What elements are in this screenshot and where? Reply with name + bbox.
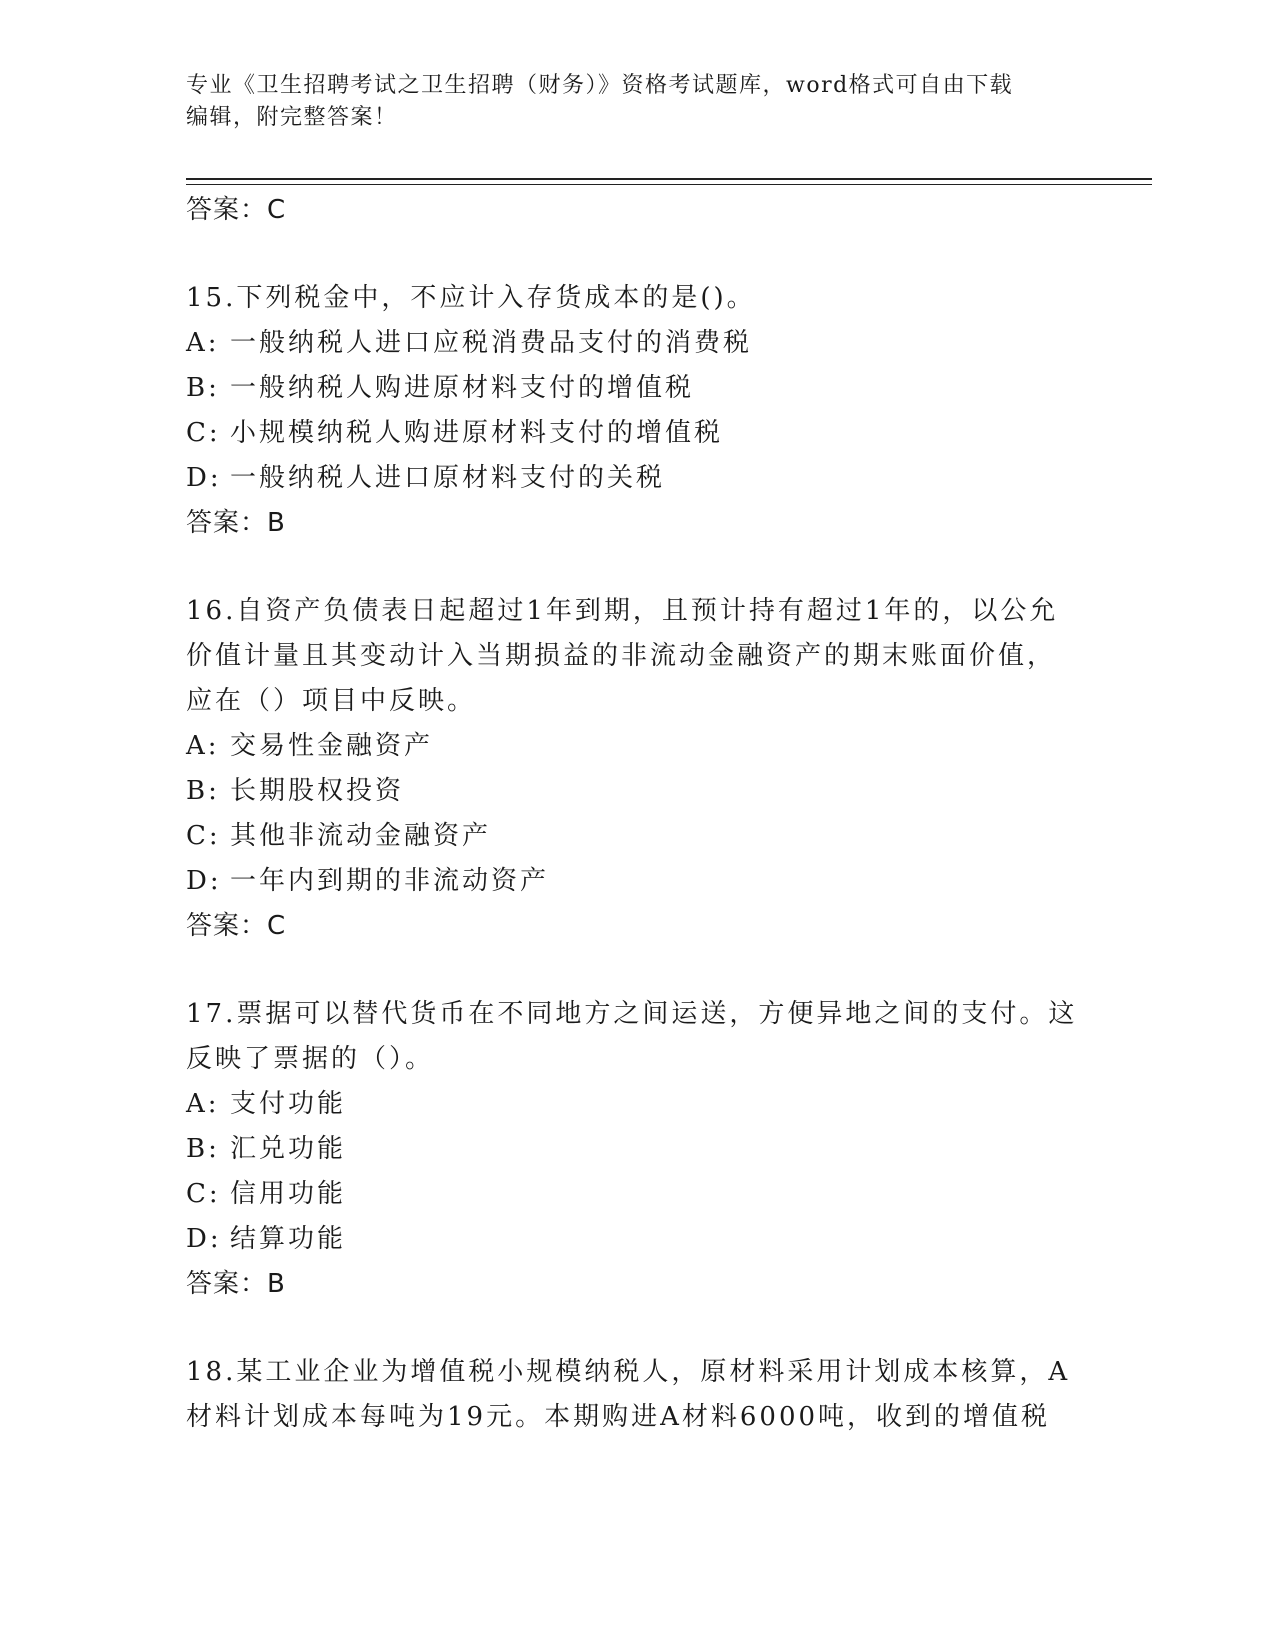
- option-row: [186, 1127, 1086, 1172]
- answer-line: 答案：C: [186, 195, 287, 225]
- option-key: C:: [186, 821, 221, 851]
- option-text: 长期股权投资: [230, 776, 405, 806]
- option-key: B:: [186, 373, 220, 403]
- option-row: [186, 1172, 1086, 1217]
- answer-line: 答案：B: [186, 508, 286, 538]
- question-stem-line: 材料计划成本每吨为19元。本期购进A材料6000吨，收到的增值税: [186, 1402, 1051, 1432]
- option-key: A:: [186, 328, 220, 358]
- header-divider-thin: [186, 184, 1152, 185]
- question-list: [186, 188, 1086, 1440]
- document-header: [186, 70, 1066, 134]
- option-text: 交易性金融资产: [230, 731, 434, 761]
- option-text: 信用功能: [230, 1179, 347, 1209]
- question-stem-line: 应在（）项目中反映。: [186, 686, 477, 716]
- header-line-1: 专业《卫生招聘考试之卫生招聘（财务）》资格考试题库，word格式可自由下载: [186, 73, 1014, 98]
- option-text: 小规模纳税人购进原材料支付的增值税: [230, 418, 724, 448]
- option-row: [186, 1082, 1086, 1127]
- option-text: 汇兑功能: [230, 1134, 347, 1164]
- header-divider: [186, 178, 1152, 180]
- option-key: B:: [186, 1134, 220, 1164]
- option-row: [186, 456, 1086, 501]
- question-stem-line: 反映了票据的（）。: [186, 1044, 435, 1074]
- option-row: [186, 366, 1086, 411]
- option-row: [186, 814, 1086, 859]
- question-stem-line: 18.某工业企业为增值税小规模纳税人，原材料采用计划成本核算，A: [186, 1357, 1071, 1387]
- question-stem-line: 15.下列税金中，不应计入存货成本的是()。: [186, 283, 756, 313]
- answer-line: 答案：C: [186, 911, 287, 941]
- option-text: 一般纳税人购进原材料支付的增值税: [230, 373, 695, 403]
- option-key: D:: [186, 866, 222, 896]
- option-key: C:: [186, 1179, 221, 1209]
- option-text: 一年内到期的非流动资产: [230, 866, 550, 896]
- option-row: [186, 859, 1086, 904]
- option-key: A:: [186, 1089, 220, 1119]
- question-stem-line: 16.自资产负债表日起超过1年到期，且预计持有超过1年的，以公允: [186, 596, 1059, 626]
- question-block: [186, 1350, 1086, 1440]
- option-text: 其他非流动金融资产: [230, 821, 492, 851]
- option-row: [186, 1217, 1086, 1262]
- option-text: 支付功能: [230, 1089, 347, 1119]
- option-row: [186, 321, 1086, 366]
- option-text: 一般纳税人进口原材料支付的关税: [230, 463, 666, 493]
- option-text: 一般纳税人进口应税消费品支付的消费税: [230, 328, 753, 358]
- question-block: [186, 276, 1086, 501]
- header-line-2: 编辑，附完整答案！: [186, 105, 398, 130]
- option-key: B:: [186, 776, 220, 806]
- question-block: [186, 589, 1086, 904]
- option-key: C:: [186, 418, 221, 448]
- option-text: 结算功能: [230, 1224, 347, 1254]
- option-row: [186, 724, 1086, 769]
- question-stem-line: 17.票据可以替代货币在不同地方之间运送，方便异地之间的支付。这: [186, 999, 1078, 1029]
- option-row: [186, 769, 1086, 814]
- question-block: [186, 992, 1086, 1262]
- option-key: D:: [186, 463, 222, 493]
- answer-line: 答案：B: [186, 1269, 286, 1299]
- option-key: D:: [186, 1224, 222, 1254]
- question-stem-line: 价值计量且其变动计入当期损益的非流动金融资产的期末账面价值，: [186, 641, 1057, 671]
- option-row: [186, 411, 1086, 456]
- option-key: A:: [186, 731, 220, 761]
